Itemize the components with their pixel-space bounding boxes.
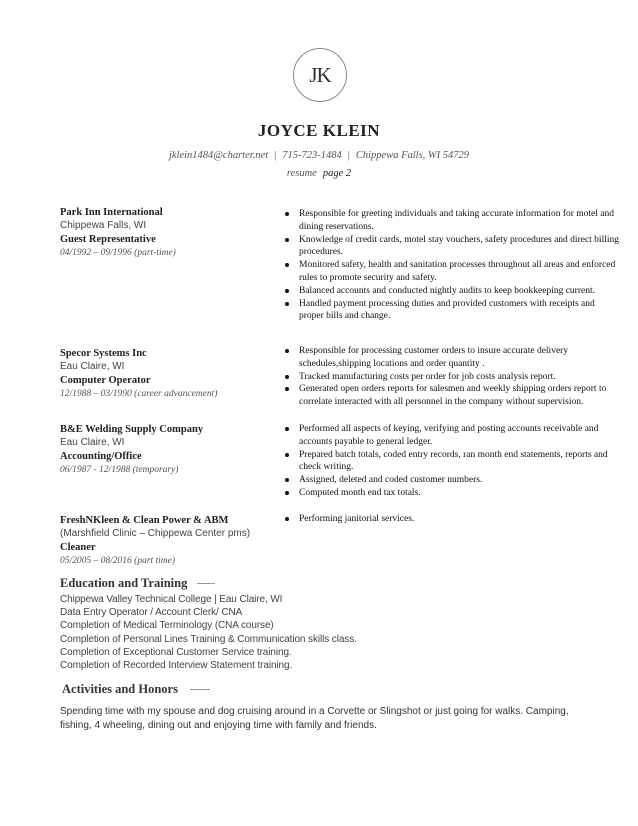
job-dates: 12/1988 – 03/1990 (career advancement) [60, 389, 218, 399]
resume-name: JOYCE KLEIN [257, 121, 381, 140]
contact-email: jklein1484@charter.net [168, 150, 269, 161]
education-line: Completion of Personal Lines Training & Communication skills class. [60, 633, 357, 645]
resume-label: resume [286, 168, 317, 179]
duty-item: Responsible for processing customer orders to insure accurate delivery schedules,shipping locations and order quantity . [285, 345, 620, 371]
duty-item: Responsible for greeting individuals and taking accurate information for motel and dining reservations. [285, 208, 620, 234]
page-indicator [0, 168, 638, 179]
contact-phone: 715-723-1484 [282, 150, 342, 161]
job-company: Specor Systems Inc [60, 348, 147, 359]
education-line: Completion of Exceptional Customer Service training. [60, 646, 292, 658]
monogram-logo [293, 48, 347, 102]
job-entry-specor [60, 347, 270, 402]
job-dates: 05/2005 – 08/2016 (part time) [60, 556, 176, 566]
contact-line [0, 150, 638, 161]
job-entry-park-inn [60, 206, 270, 261]
education-list [60, 593, 480, 672]
duty-item: Monitored safety, health and sanitation processes throughout all areas and enforced rules to promote security and safety. [285, 259, 620, 285]
job-title: Cleaner [60, 542, 96, 553]
job-duties-freshnkleen [285, 513, 620, 526]
duty-item: Computed month end tax totals. [285, 487, 620, 500]
education-heading-text: Education and Training [60, 576, 188, 590]
job-title: Accounting/Office [60, 451, 142, 462]
heading-rule [190, 689, 210, 690]
job-title: Computer Operator [60, 375, 151, 386]
job-duties-park-inn [285, 208, 620, 323]
duty-item: Performed all aspects of keying, verifying and posting accounts receivable and accounts payable to general ledger. [285, 423, 620, 449]
activities-heading [62, 682, 210, 697]
contact-separator: | [347, 150, 350, 161]
contact-address: Chippewa Falls, WI 54729 [355, 150, 470, 161]
job-dates: 06/1987 - 12/1988 (temporary) [60, 465, 179, 475]
duty-item: Tracked manufacturing costs per order for job costs analysis report. [285, 371, 620, 384]
activities-heading-text: Activities and Honors [62, 682, 178, 696]
page-number: page 2 [322, 168, 352, 179]
heading-rule [197, 583, 215, 584]
job-entry-be-welding [60, 423, 270, 478]
job-location: Eau Claire, WI [60, 437, 125, 448]
duty-item: Handled payment processing duties and provided customers with receipts and proper bills and change. [285, 298, 620, 324]
education-line: Completion of Recorded Interview Statement training. [60, 660, 293, 672]
education-line: Data Entry Operator / Account Clerk/ CNA [60, 607, 243, 619]
job-title: Guest Representative [60, 234, 156, 245]
monogram-text: JK [309, 62, 331, 87]
contact-separator: | [274, 150, 277, 161]
job-location: Chippewa Falls, WI [60, 220, 147, 231]
duty-item: Prepared batch totals, coded entry records, ran month end statements, reports and check writing. [285, 449, 620, 475]
job-duties-be-welding [285, 423, 620, 500]
duty-item: Knowledge of credit cards, motel stay vouchers, safety procedures and direct billing procedures. [285, 234, 620, 260]
job-location: (Marshfield Clinic – Chippewa Center pms) [60, 528, 251, 539]
job-company: B&E Welding Supply Company [60, 424, 204, 435]
duty-item: Assigned, deleted and coded customer numbers. [285, 474, 620, 487]
duty-item: Performing janitorial services. [285, 513, 620, 526]
job-location: Eau Claire, WI [60, 361, 125, 372]
education-heading [60, 576, 215, 591]
job-duties-specor [285, 345, 620, 409]
job-entry-freshnkleen [60, 514, 290, 569]
duty-item: Balanced accounts and conducted nightly audits to keep bookkeeping current. [285, 285, 620, 298]
job-company: Park Inn International [60, 207, 163, 218]
activities-text: Spending time with my spouse and dog cruising around in a Corvette or Slingshot or just going for walks. Camping, fishing, 4 wheeling, dining out and enjoying time with family and friends. [60, 706, 569, 731]
duty-item: Generated open orders reports for salesmen and weekly shipping orders report to correlate interacted with all personnel in the company without supervision. [285, 383, 620, 409]
job-company: FreshNKleen & Clean Power & ABM [60, 515, 229, 526]
education-line: Completion of Medical Terminology (CNA course) [60, 620, 274, 632]
job-dates: 04/1992 – 09/1996 (part-time) [60, 248, 176, 258]
education-line: Chippewa Valley Technical College | Eau Claire, WI [60, 594, 283, 605]
